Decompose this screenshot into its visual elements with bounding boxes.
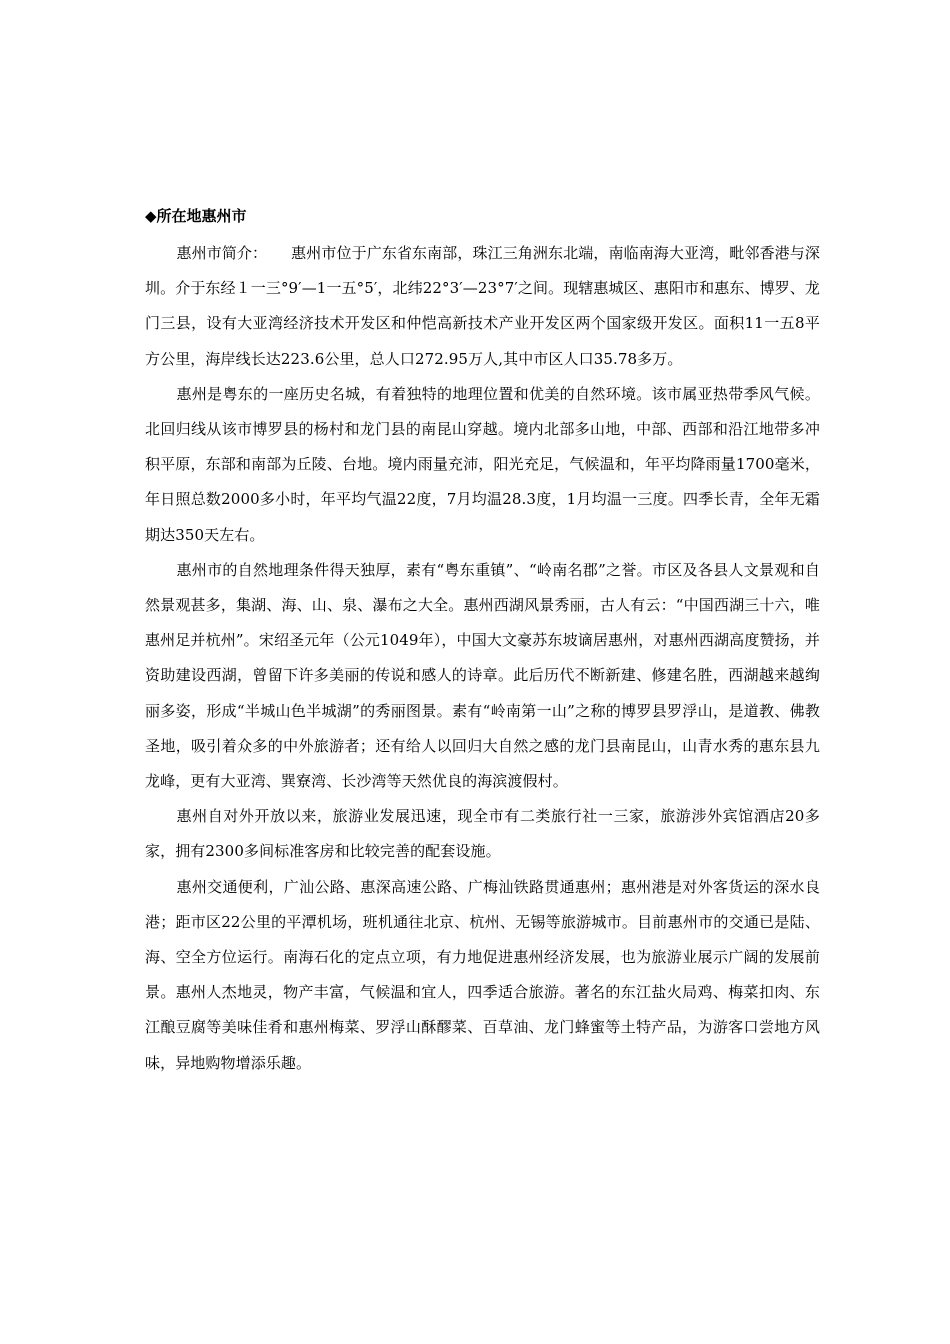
- paragraph-tourism: 惠州自对外开放以来，旅游业发展迅速，现全市有二类旅行社一三家，旅游涉外宾馆酒店20多家，拥有2300多间标准客房和比较完善的配套设施。: [145, 807, 820, 861]
- intro-text: 惠州市位于广东省东南部，珠江三角洲东北端，南临南海大亚湾，毗邻香港与深圳。介于东经１一三°9′—1一五°5′，北纬22°3′—23°7′之间。现辖惠城区、惠阳市和惠东、博罗、龙门三县，设有大亚湾经济技术开发区和仲恺高新技术产业开发区两个国家级开发区。面积11一五8平方公里，海岸线长达223.6公里，总人口272.95万人,其中市区人口35.78多万。: [145, 244, 820, 368]
- paragraph-scenery: 惠州市的自然地理条件得天独厚，素有“粤东重镇”、“岭南名郡”之誉。市区及各县人文景观和自然景观甚多，集湖、海、山、泉、瀑布之大全。惠州西湖风景秀丽，古人有云：“中国西湖三十六，唯惠州足并杭州”。宋绍圣元年（公元1049年），中国大文豪苏东坡谪居惠州，对惠州西湖高度赞扬，并资助建设西湖，曾留下许多美丽的传说和感人的诗章。此后历代不断新建、修建名胜，西湖越来越绚丽多姿，形成“半城山色半城湖”的秀丽图景。素有“岭南第一山”之称的博罗县罗浮山，是道教、佛教圣地，吸引着众多的中外旅游者；还有给人以回归大自然之感的龙门县南昆山，山青水秀的惠东县九龙峰，更有大亚湾、巽寮湾、长沙湾等天然优良的海滨渡假村。: [145, 560, 820, 791]
- section-heading: ◆所在地惠州市: [145, 207, 247, 225]
- paragraph-climate: 惠州是粤东的一座历史名城，有着独特的地理位置和优美的自然环境。该市属亚热带季风气候。北回归线从该市博罗县的杨村和龙门县的南昆山穿越。境内北部多山地，中部、西部和沿江地带多冲积平原，东部和南部为丘陵、台地。境内雨量充沛，阳光充足，气候温和，年平均降雨量1700毫米，年日照总数2000多小时，年平均气温22度，7月均温28.3度，1月均温一三度。四季长青，全年无霜期达350天左右。: [145, 384, 820, 544]
- intro-label: 惠州市简介：: [176, 244, 268, 262]
- document-page: [145, 196, 820, 1081]
- paragraph-transport: 惠州交通便利，广汕公路、惠深高速公路、广梅汕铁路贯通惠州；惠州港是对外客货运的深水良港；距市区22公里的平潭机场，班机通往北京、杭州、无锡等旅游城市。目前惠州市的交通已是陆、海、空全方位运行。南海石化的定点立项，有力地促进惠州经济发展，也为旅游业展示广阔的发展前景。惠州人杰地灵，物产丰富，气候温和宜人，四季适合旅游。著名的东江盐火局鸡、梅菜扣肉、东江酿豆腐等美味佳肴和惠州梅菜、罗浮山酥醪菜、百草油、龙门蜂蜜等土特产品，为游客口尝地方风味，异地购物增添乐趣。: [145, 877, 820, 1072]
- paragraph-intro: [145, 236, 820, 377]
